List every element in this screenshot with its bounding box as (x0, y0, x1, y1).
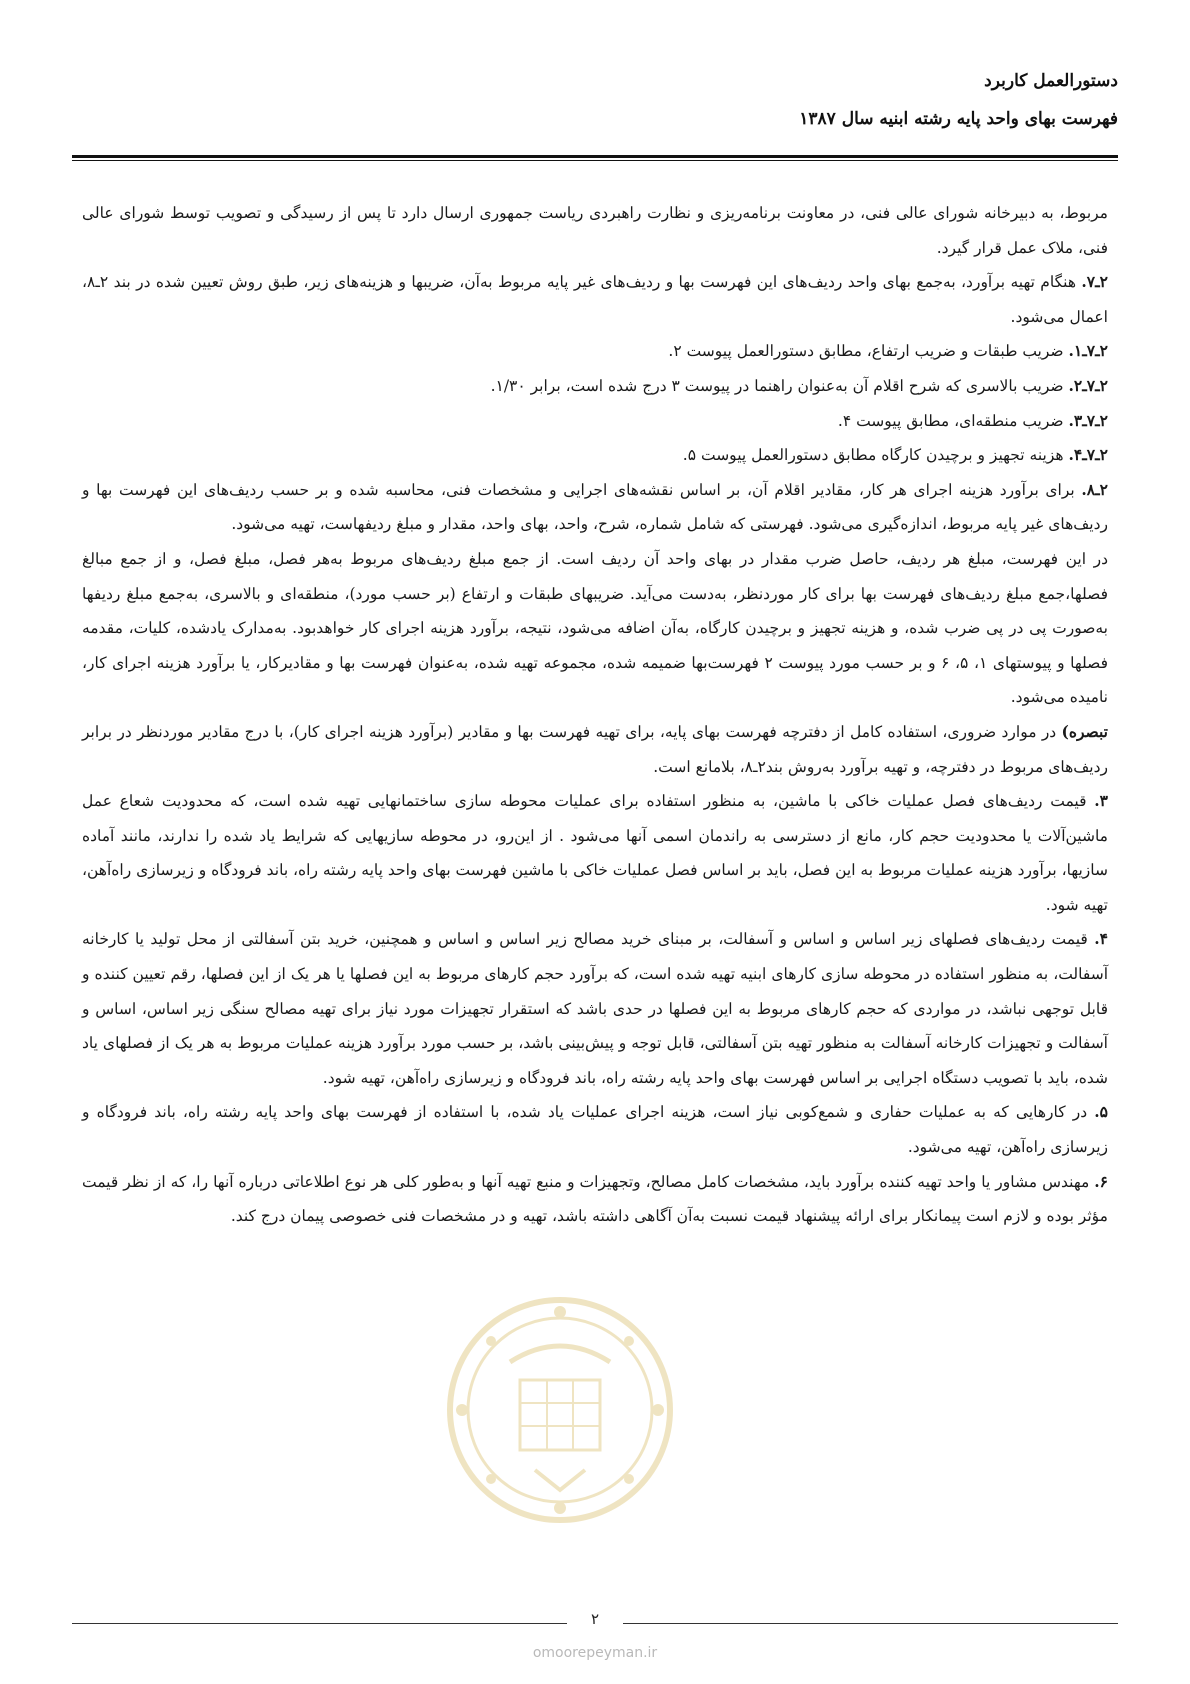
paragraph (82, 196, 1108, 265)
paragraph-number: ۲ـ۷ـ۱. (1068, 341, 1108, 361)
paragraph-number: ۲ـ۷. (1081, 272, 1108, 292)
paragraph (82, 784, 1108, 922)
paragraph-text: هنگام تهیه برآورد، به‌جمع بهای واحد ردیف‌های این فهرست بها و ردیف‌های غیر پایه مربوط به‌آن، ضریبها و هزینه‌های زیر، طبق روش تعیین شده در بند ۲ـ۸، اعمال می‌شود. (82, 273, 1108, 326)
paragraph-number: ۵. (1094, 1102, 1108, 1122)
paragraph-number: ۶. (1094, 1171, 1108, 1191)
site-watermark: omoorepeyman.ir (532, 1645, 658, 1661)
header-title: دستورالعمل کاربرد (984, 71, 1118, 91)
paragraph (82, 1165, 1108, 1234)
paragraph (82, 404, 1108, 439)
paragraph-text: در کارهایی که به عملیات حفاری و شمع‌کوبی نیاز است، هزینه اجرای عملیات یاد شده، با استفاده از فهرست بهای واحد پایه رشته راه، باند فرودگاه و زیرسازی راه‌آهن، تهیه می‌شود. (82, 1103, 1108, 1157)
paragraph-text: ضریب طبقات و ضریب ارتفاع، مطابق دستورالعمل پیوست ۲. (668, 342, 1064, 361)
paragraph-text: برای برآورد هزینه اجرای هر کار، مقادیر اقلام آن، بر اساس نقشه‌های اجرایی و مشخصات فنی، محاسبه شده و بر حسب ردیف‌های این فهرست بها و ردیف‌های غیر پایه مربوط، اندازه‌گیری می‌شود. فهرستی که شامل شماره، شرح، واحد، بهای واحد، مقدار و مبلغ ردیفهاست، تهیه می‌شود. (82, 480, 1108, 534)
paragraph-text: مربوط، به دبیرخانه شورای عالی فنی، در معاونت برنامه‌ریزی و نظارت راهبردی ریاست جمهوری ارسال دارد تا پس از رسیدگی و تصویب توسط شورای عالی فنی، ملاک عمل قرار گیرد. (82, 204, 1108, 257)
paragraph (82, 542, 1108, 715)
page-number: ۲ (590, 1610, 600, 1628)
paragraph-text: مهندس مشاور یا واحد تهیه کننده برآورد باید، مشخصات کامل مصالح، وتجهیزات و منبع تهیه آنها و به‌طور کلی هر نوع اطلاعاتی درباره آنها را، که از نظر قیمت مؤثر بوده و لازم است پیمانکار برای ارائه پیشنهاد قیمت نسبت به‌آن آگاهی داشته باشد، تهیه و در مشخصات فنی خصوصی پیمان درج کند. (82, 1172, 1108, 1226)
paragraph (82, 715, 1108, 784)
paragraph-number: تبصره) (1061, 721, 1108, 741)
header-divider (72, 155, 1118, 161)
seal-watermark-icon (440, 1290, 680, 1530)
paragraph-number: ۲ـ۷ـ۴. (1068, 445, 1108, 465)
paragraph-number: ۳. (1094, 791, 1108, 811)
page-header (72, 62, 1118, 138)
document-body (82, 196, 1108, 1234)
paragraph-text: قیمت ردیف‌های فصلهای زیر اساس و اساس و آسفالت، بر مبنای خرید مصالح زیر اساس و اساس و همچنین، خرید بتن آسفالتی از محل تولید یا کارخانه آسفالت، به منظور استفاده در محوطه سازی کارهای ابنیه تهیه شده است، که برآورد حجم کارهای مربوط به این فصلها یا هر یک از این فصلها، رقم تعیین کننده و قابل توجهی نباشد، در مواردی که حجم کارهای مربوط به این فصلها در حدی باشد که استقرار تجهیزات مورد نیاز برای تهیه مصالح سنگی زیر اساس، اساس و آسفالت و تجهیزات کارخانه آسفالت به منظور تهیه بتن آسفالتی، قابل توجه و پیش‌بینی باشد، بر حسب مورد برآورد هزینه عملیات مربوط به هر یک از فصلهای یاد شده، باید با تصویب دستگاه اجرایی بر اساس فهرست بهای واحد پایه رشته راه، باند فرودگاه و زیرسازی راه‌آهن، تهیه شود. (82, 930, 1108, 1087)
paragraph (82, 334, 1108, 369)
paragraph (82, 265, 1108, 334)
paragraph-number: ۲ـ۸. (1081, 479, 1108, 499)
paragraph (82, 369, 1108, 404)
header-subtitle: فهرست بهای واحد پایه رشته ابنیه سال ۱۳۸۷ (799, 109, 1118, 129)
paragraph-number: ۲ـ۷ـ۲. (1068, 375, 1108, 395)
paragraph (82, 473, 1108, 542)
paragraph-number: ۴. (1094, 929, 1108, 949)
paragraph-text: در این فهرست، مبلغ هر ردیف، حاصل ضرب مقدار در بهای واحد آن ردیف است. از جمع مبلغ ردیف‌های مربوط به‌هر فصل، مبلغ فصل، و از جمع مبالغ فصلها،جمع مبلغ ردیف‌های فهرست بها برای کار موردنظر، به‌دست می‌آید. ضریبهای طبقات و ارتفاع (بر حسب مورد)، منطقه‌ای و بالاسری، به‌جمع مبلغ ردیفها به‌صورت پی در پی ضرب شده، و هزینه تجهیز و برچیدن کارگاه، به‌آن اضافه می‌شود، نتیجه، برآورد هزینه اجرای کار خواهدبود. به‌مدارک یادشده، کلیات، مقدمه فصلها و پیوستهای ۱، ۵، ۶ و بر حسب مورد پیوست ۲ فهرست‌بها ضمیمه شده، مجموعه تهیه شده، به‌عنوان فهرست بها و مقادیرکار، یا برآورد هزینه اجرای کار، نامیده می‌شود. (82, 549, 1108, 707)
paragraph-text: هزینه تجهیز و برچیدن کارگاه مطابق دستورالعمل پیوست ۵. (682, 446, 1064, 465)
paragraph (82, 922, 1108, 1095)
paragraph-text: در موارد ضروری، استفاده کامل از دفترچه فهرست بهای پایه، برای تهیه فهرست بها و مقادیر (برآورد هزینه اجرای کار)، با درج مقادیر موردنظر در برابر ردیف‌های مربوط در دفترچه، و تهیه برآورد به‌روش بند۲ـ۸، بلامانع است. (82, 722, 1108, 776)
paragraph-number: ۲ـ۷ـ۳. (1068, 410, 1108, 430)
paragraph-text: قیمت ردیف‌های فصل عملیات خاکی با ماشین، به منظور استفاده برای عملیات محوطه سازی ساختمانهایی تهیه شده است، که محدودیت شعاع عمل ماشین‌آلات یا محدودیت حجم کار، مانع از دسترسی به راندمان اسمی آنها می‌شود . از این‌رو، در محوطه سازیهایی که شرایط یاد شده را ندارند، مانند آماده سازیها، برآورد هزینه عملیات مربوط به این فصل، باید بر اساس فصل عملیات خاکی با ماشین فهرست بهای واحد پایه رشته راه، باند فرودگاه و زیرسازی راه‌آهن، تهیه شود. (82, 792, 1108, 914)
paragraph (82, 1095, 1108, 1164)
paragraph-text: ضریب بالاسری که شرح اقلام آن به‌عنوان راهنما در پیوست ۳ درج شده است، برابر ۱/۳۰. (490, 376, 1064, 395)
paragraph (82, 438, 1108, 473)
paragraph-text: ضریب منطقه‌ای، مطابق پیوست ۴. (837, 411, 1064, 430)
